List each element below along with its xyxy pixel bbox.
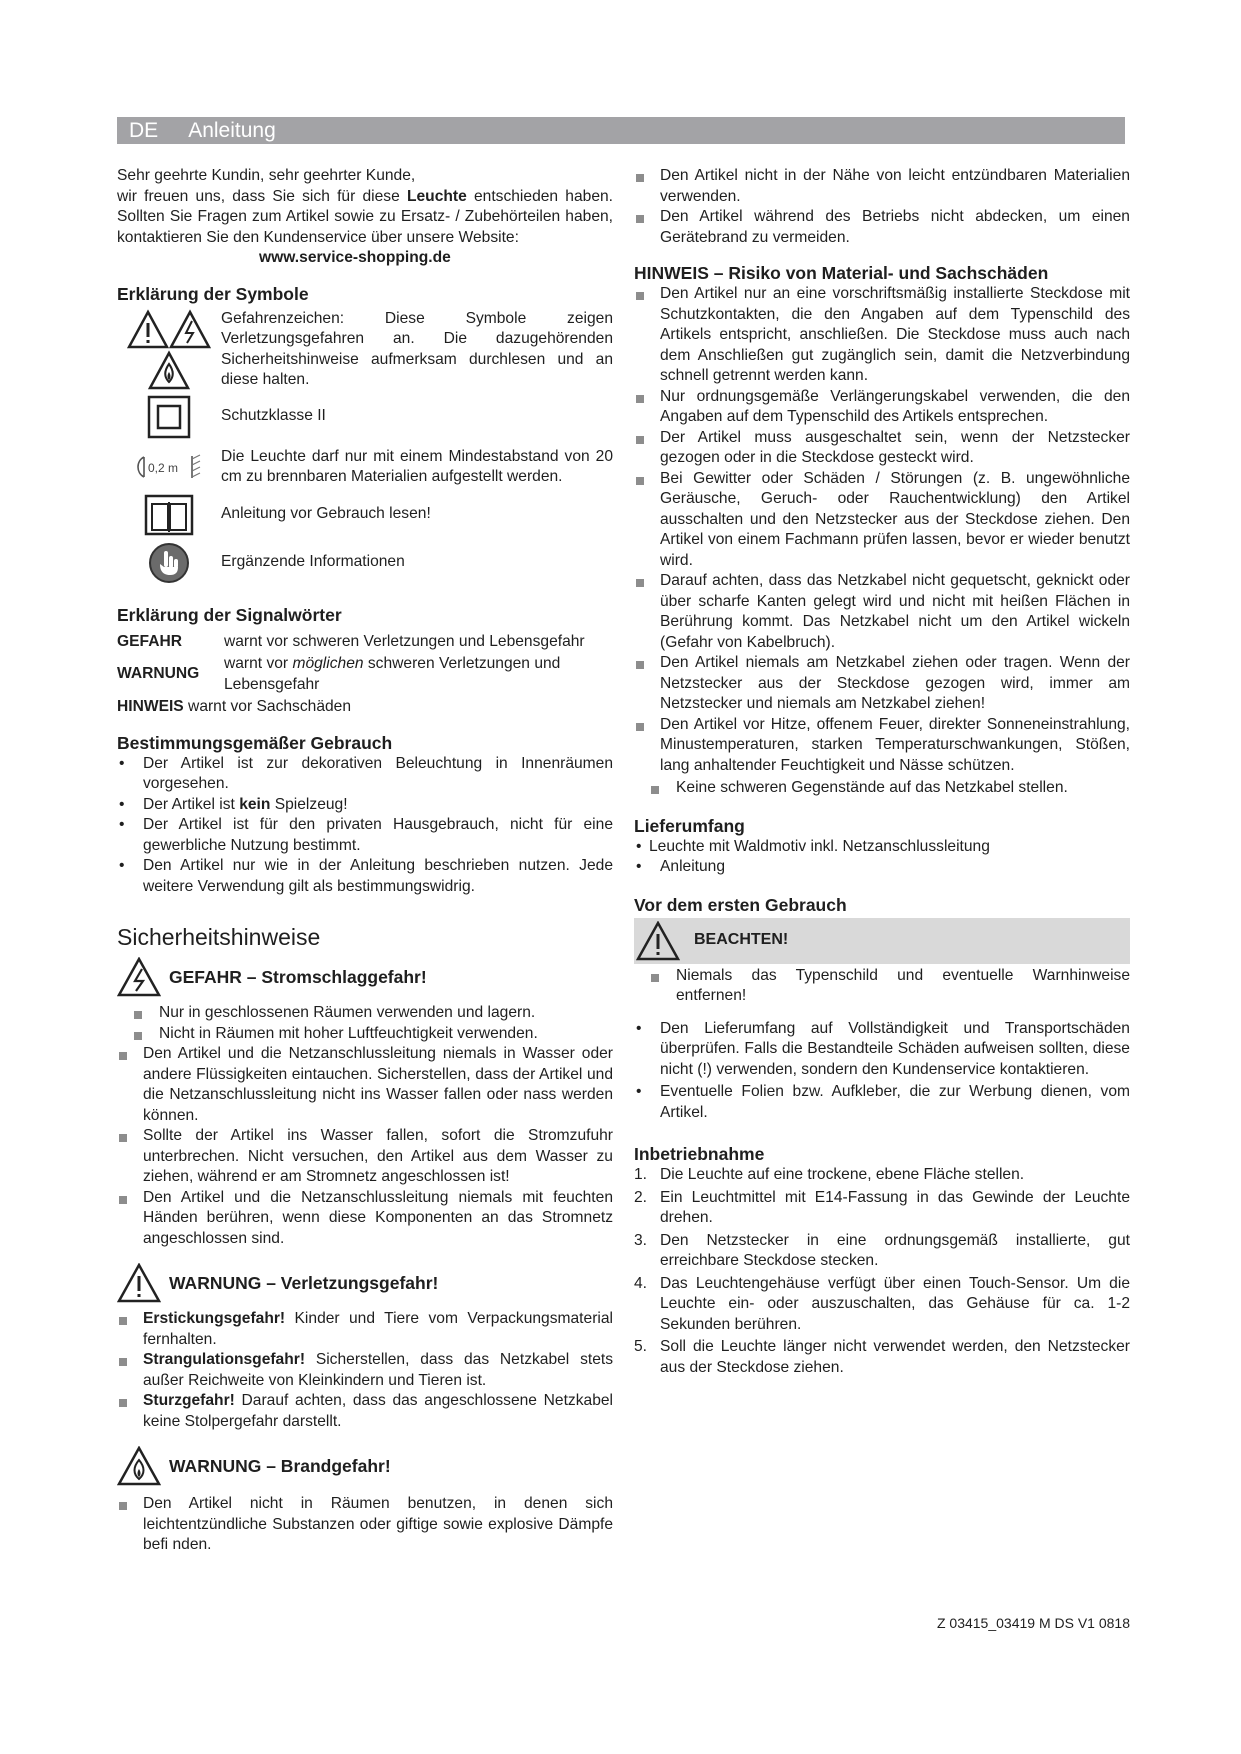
notice-heading: HINWEIS – Risiko von Material- und Sachschäden [634, 263, 1049, 283]
list-item: • Der Artikel ist zur dekorativen Beleuchtung in Innenräumen vorgesehen. [117, 754, 613, 795]
symbols-heading: Erklärung der Symbole [117, 283, 309, 304]
list-item: Nicht in Räumen mit hoher Luftfeuchtigkeit verwenden. [117, 1024, 613, 1045]
delivery-list [634, 837, 1130, 878]
fire-hazard-list [117, 1494, 613, 1556]
read-manual-icon [144, 494, 194, 536]
symbol-row-distance [117, 447, 613, 488]
step-item: 2. Ein Leuchtmittel mit E14-Fassung in das Gewinde der Leuchte drehen. [634, 1188, 1130, 1226]
list-item: Den Artikel vor Hitze, offenem Feuer, direkter Sonneneinstrahlung, Minustemperaturen, starken Temperaturschwankungen, Stößen, lang anhaltender Feuchtigkeit und Nässe schützen. [634, 715, 1130, 777]
injury-hazard-list [117, 1309, 613, 1432]
list-item: Sollte der Artikel ins Wasser fallen, sofort die Stromzufuhr unterbrechen. Nicht versuchen, den Artikel aus dem Wasser zu ziehen, während er am Stromnetz angeschlossen ist! [117, 1126, 613, 1188]
startup-steps [634, 1165, 1130, 1378]
fire-hazard-list-continued [634, 166, 1130, 248]
symbol-row-class2 [117, 395, 613, 439]
list-item: • Anleitung [634, 857, 1130, 878]
usage-list [117, 754, 613, 898]
intro-paragraph: wir freuen uns, dass Sie sich für diese Leuchte entschieden haben. Sollten Sie Fragen zum Artikel sowie zu Ersatz- / Zubehörteilen haben, kontaktieren Sie den Kundenservice über unsere Website: [117, 187, 613, 246]
list-item: • Leuchte mit Waldmotiv inkl. Netzanschlussleitung [634, 837, 1130, 858]
electric-hazard-list [117, 1003, 613, 1249]
fire-warning-heading: WARNUNG – Brandgefahr! [117, 1446, 613, 1486]
fire-warning-icon [117, 1446, 161, 1486]
warning-triangle-icon [117, 1263, 161, 1303]
warning-triangles-icon [127, 309, 211, 391]
danger-symbol-text: Gefahrenzeichen: Diese Symbole zeigen Verletzungsgefahren an. Die dazugehörenden Sicherheitshinweise aufmerksam durchlesen und an diese halten. [221, 309, 613, 388]
list-item: Den Artikel nicht in Räumen benutzen, in denen sich leichtentzündliche Substanzen oder giftige sowie explosive Dämpfe befi nden. [117, 1494, 613, 1556]
signal-gefahr: GEFAHR warnt vor schweren Verletzungen und Lebensgefahr [117, 632, 585, 650]
right-column [634, 166, 1130, 1378]
intro-url-line [117, 248, 613, 269]
list-item: • Den Lieferumfang auf Vollständigkeit und Transportschäden überprüfen. Falls die Bestandteile Schäden aufweisen sollten, diese nicht (!) verwenden, sondern den Kundenservice kontaktieren. [634, 1019, 1130, 1081]
list-item: • Der Artikel ist kein Spielzeug! [117, 795, 613, 816]
step-item: 3. Den Netzstecker in eine ordnungsgemäß installierte, gut erreichbare Steckdose stecken. [634, 1231, 1130, 1269]
danger-icons [117, 309, 221, 391]
info-text: Ergänzende Informationen [221, 553, 405, 571]
intro-greeting: Sehr geehrte Kundin, sehr geehrter Kunde, [117, 167, 416, 184]
list-item: Bei Gewitter oder Schäden / Störungen (z. B. ungewöhnliche Geräusche, Geruch- oder Rauchentwicklung) den Artikel ausschalten und den Netzstecker aus der Steckdose ziehen. Den Artikel von einem Fachmann prüfen lassen, bevor er wieder benutzt wird. [634, 469, 1130, 572]
language-code: DE [129, 118, 159, 142]
injury-warning-heading: WARNUNG – Verletzungsgefahr! [117, 1263, 613, 1303]
header-bar [117, 117, 1125, 144]
electric-shock-warning-icon [117, 957, 161, 997]
list-item: Den Artikel während des Betriebs nicht abdecken, um einen Gerätebrand zu vermeiden. [634, 207, 1130, 248]
list-item: Nur ordnungsgemäße Verlängerungskabel verwenden, die den Angaben auf dem Typenschild des Artikels entsprechen. [634, 387, 1130, 428]
distance-icon-label: 0,2 m [148, 461, 179, 475]
list-item: • Eventuelle Folien bzw. Aufkleber, die zur Werbung dienen, vom Artikel. [634, 1082, 1130, 1123]
hand-info-icon [148, 542, 190, 584]
usage-heading: Bestimmungsgemäßer Gebrauch [117, 732, 393, 753]
symbol-row-info [117, 542, 613, 584]
list-item: Niemals das Typenschild und eventuelle Warnhinweise entfernen! [634, 966, 1130, 1007]
list-item: Den Artikel und die Netzanschlussleitung niemals in Wasser oder andere Flüssigkeiten eintauchen. Sicherstellen, dass der Artikel und die Netzanschlussleitung nicht ins Wasser fallen oder nass werden können. [117, 1044, 613, 1126]
list-item: Sturzgefahr! Darauf achten, dass das angeschlossene Netzkabel keine Stolpergefahr darstellt. [117, 1391, 613, 1432]
manual-text: Anleitung vor Gebrauch lesen! [221, 505, 431, 523]
left-column [117, 166, 613, 1556]
list-item: Den Artikel und die Netzanschlussleitung niemals mit feuchten Händen berühren, wenn diese Komponenten an das Stromnetz angeschlossen sind. [117, 1188, 613, 1250]
list-item: Den Artikel nur an eine vorschriftsmäßig installierte Steckdose mit Schutzkontakten, die den Angaben auf dem Typenschild des Artikels entspricht, anschließen. Die Steckdose muss auch nach dem Anschließen gut zugänglich sein, damit die Netzverbindung schnell getrennt werden kann. [634, 284, 1130, 387]
delivery-heading: Lieferumfang [634, 815, 745, 836]
symbol-row-manual [117, 494, 613, 536]
list-item: Nur in geschlossenen Räumen verwenden und lagern. [117, 1003, 613, 1024]
step-item: 1. Die Leuchte auf eine trockene, ebene Fläche stellen. [634, 1166, 1025, 1183]
safety-heading: Sicherheitshinweise [117, 924, 321, 950]
header-title: Anleitung [188, 118, 276, 142]
attention-label: BEACHTEN! [694, 931, 789, 949]
attention-list [634, 966, 1130, 1007]
list-item: Keine schweren Gegenstände auf das Netzkabel stellen. [634, 778, 1130, 799]
document-code: Z 03415_03419 M DS V1 0818 [936, 1615, 1130, 1631]
first-use-heading: Vor dem ersten Gebrauch [634, 894, 847, 915]
class2-text: Schutzklasse II [221, 407, 326, 425]
distance-text: Die Leuchte darf nur mit einem Mindestabstand von 20 cm zu brennbaren Materialien aufgestellt werden. [221, 447, 613, 485]
min-distance-icon [134, 453, 204, 481]
list-item: Den Artikel niemals am Netzkabel ziehen oder tragen. Wenn der Netzstecker aus der Steckdose gezogen wird, immer am Netzstecker und niemals am Netzkabel ziehen! [634, 653, 1130, 715]
protection-class-2-icon [146, 395, 192, 439]
startup-heading: Inbetriebnahme [634, 1144, 765, 1164]
signals-heading: Erklärung der Signalwörter [117, 604, 342, 625]
warning-triangle-icon [636, 921, 680, 961]
list-item: • Den Artikel nur wie in der Anleitung beschrieben nutzen. Jede weitere Verwendung gilt als bestimmungswidrig. [117, 856, 613, 897]
attention-box [634, 918, 1130, 964]
step-item: 4. Das Leuchtengehäuse verfügt über einen Touch-Sensor. Um die Leuchte ein- oder auszuschalten, das Gehäuse für ca. 1-2 Sekunden berühren. [634, 1274, 1130, 1333]
step-item: 5. Soll die Leuchte länger nicht verwendet werden, den Netzstecker aus der Steckdose ziehen. [634, 1338, 1130, 1376]
list-item: Darauf achten, dass das Netzkabel nicht gequetscht, geknickt oder über scharfe Kanten gelegt wird und nicht mit heißen Flächen in Berührung kommt. Das Netzkabel nicht um den Artikel wickeln (Gefahr von Kabelbruch). [634, 571, 1130, 653]
notice-list [634, 284, 1130, 799]
symbol-row-danger [117, 309, 613, 391]
list-item: • Der Artikel ist für den privaten Hausgebrauch, nicht für eine gewerbliche Nutzung bestimmt. [117, 815, 613, 856]
service-url[interactable]: www.service-shopping.de [259, 249, 451, 266]
list-item: Der Artikel muss ausgeschaltet sein, wenn der Netzstecker gezogen oder in die Steckdose gesteckt wird. [634, 428, 1130, 469]
electric-warning-heading: GEFAHR – Stromschlaggefahr! [117, 957, 613, 997]
signal-hinweis: HINWEIS warnt vor Sachschäden [117, 698, 352, 715]
first-use-list [634, 1019, 1130, 1124]
list-item: Erstickungsgefahr! Kinder und Tiere vom Verpackungsmaterial fernhalten. [117, 1309, 613, 1350]
list-item: Strangulationsgefahr! Sicherstellen, dass das Netzkabel stets außer Reichweite von Kleinkindern und Tieren ist. [117, 1350, 613, 1391]
signal-warnung: WARNUNG warnt vor möglichen schweren Verletzungen und Lebensgefahr [117, 655, 561, 693]
list-item: Den Artikel nicht in der Nähe von leicht entzündbaren Materialien verwenden. [634, 166, 1130, 207]
